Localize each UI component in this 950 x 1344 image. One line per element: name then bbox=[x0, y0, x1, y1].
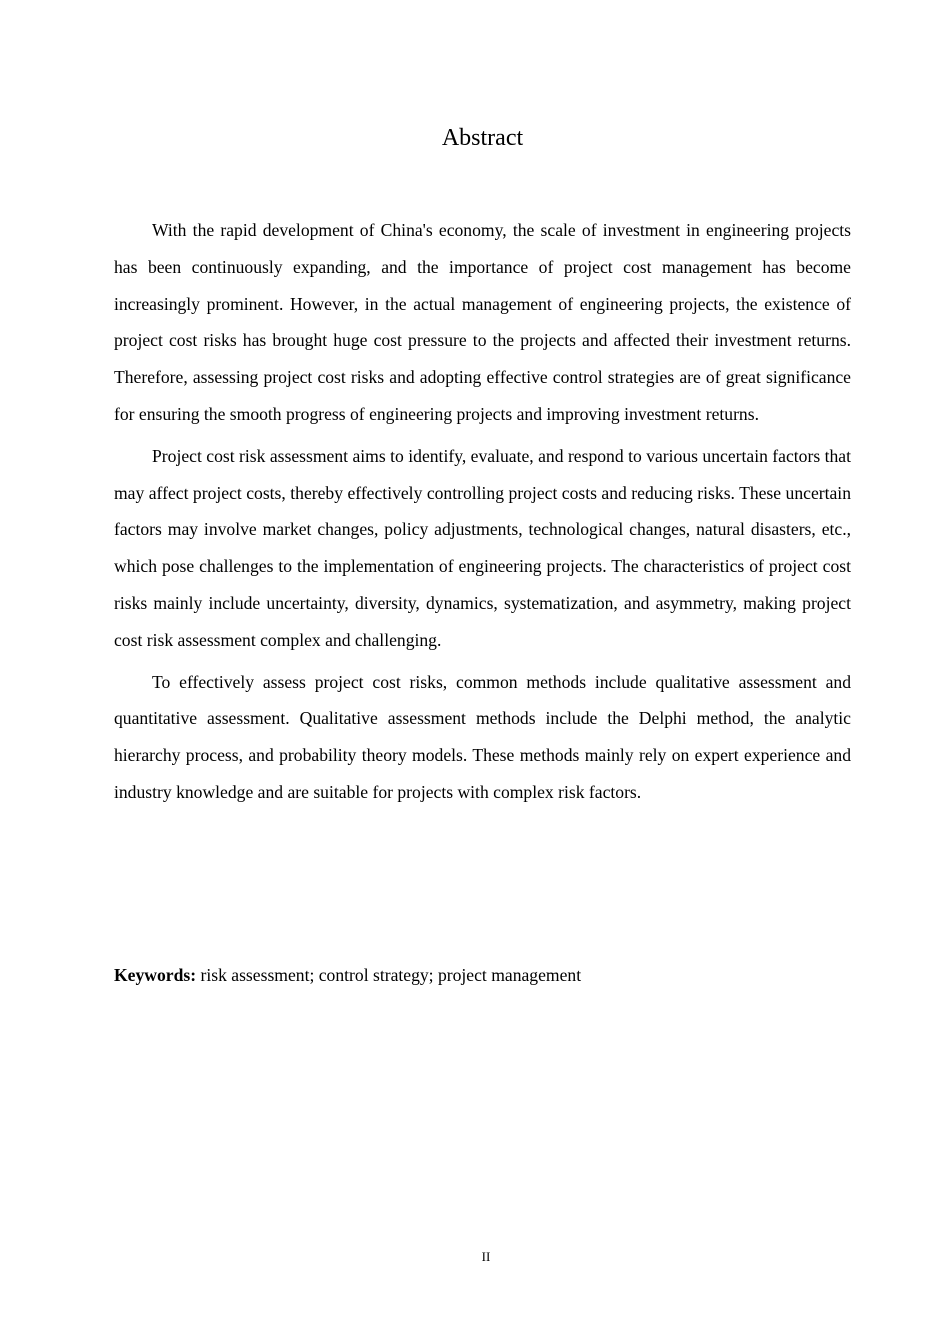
keywords-label: Keywords: bbox=[114, 965, 197, 985]
abstract-paragraph-2: Project cost risk assessment aims to identify, evaluate, and respond to various uncertain factors that may affect project costs, thereby effectively controlling project costs and reducing risks. These uncertain factors may involve market changes, policy adjustments, technological changes, natural disasters, etc., which pose challenges to the implementation of engineering projects. The characteristics of project cost risks mainly include uncertainty, diversity, dynamics, systematization, and asymmetry, making project cost risk assessment complex and challenging. bbox=[114, 445, 851, 650]
abstract-title: Abstract bbox=[441, 125, 524, 151]
abstract-paragraph-3: To effectively assess project cost risks, common methods include qualitative assessment and quantitative assessment. Qualitative assessment methods include the Delphi method, the analytic hierarchy process, and probability theory models. These methods mainly rely on expert experience and industry knowledge and are suitable for projects with complex risk factors. bbox=[114, 671, 851, 802]
abstract-paragraph-1: With the rapid development of China's economy, the scale of investment in engineering projects has been continuously expanding, and the importance of project cost management has become increasingly prominent. However, in the actual management of engineering projects, the existence of project cost risks has brought huge cost pressure to the projects and affected their investment returns. Therefore, assessing project cost risks and adopting effective control strategies are of great significance for ensuring the smooth progress of engineering projects and improving investment returns. bbox=[114, 220, 851, 424]
keywords-line bbox=[114, 960, 851, 990]
page-number: II bbox=[481, 1249, 491, 1264]
keywords-text: risk assessment; control strategy; project management bbox=[196, 965, 582, 985]
abstract-body bbox=[114, 212, 851, 816]
